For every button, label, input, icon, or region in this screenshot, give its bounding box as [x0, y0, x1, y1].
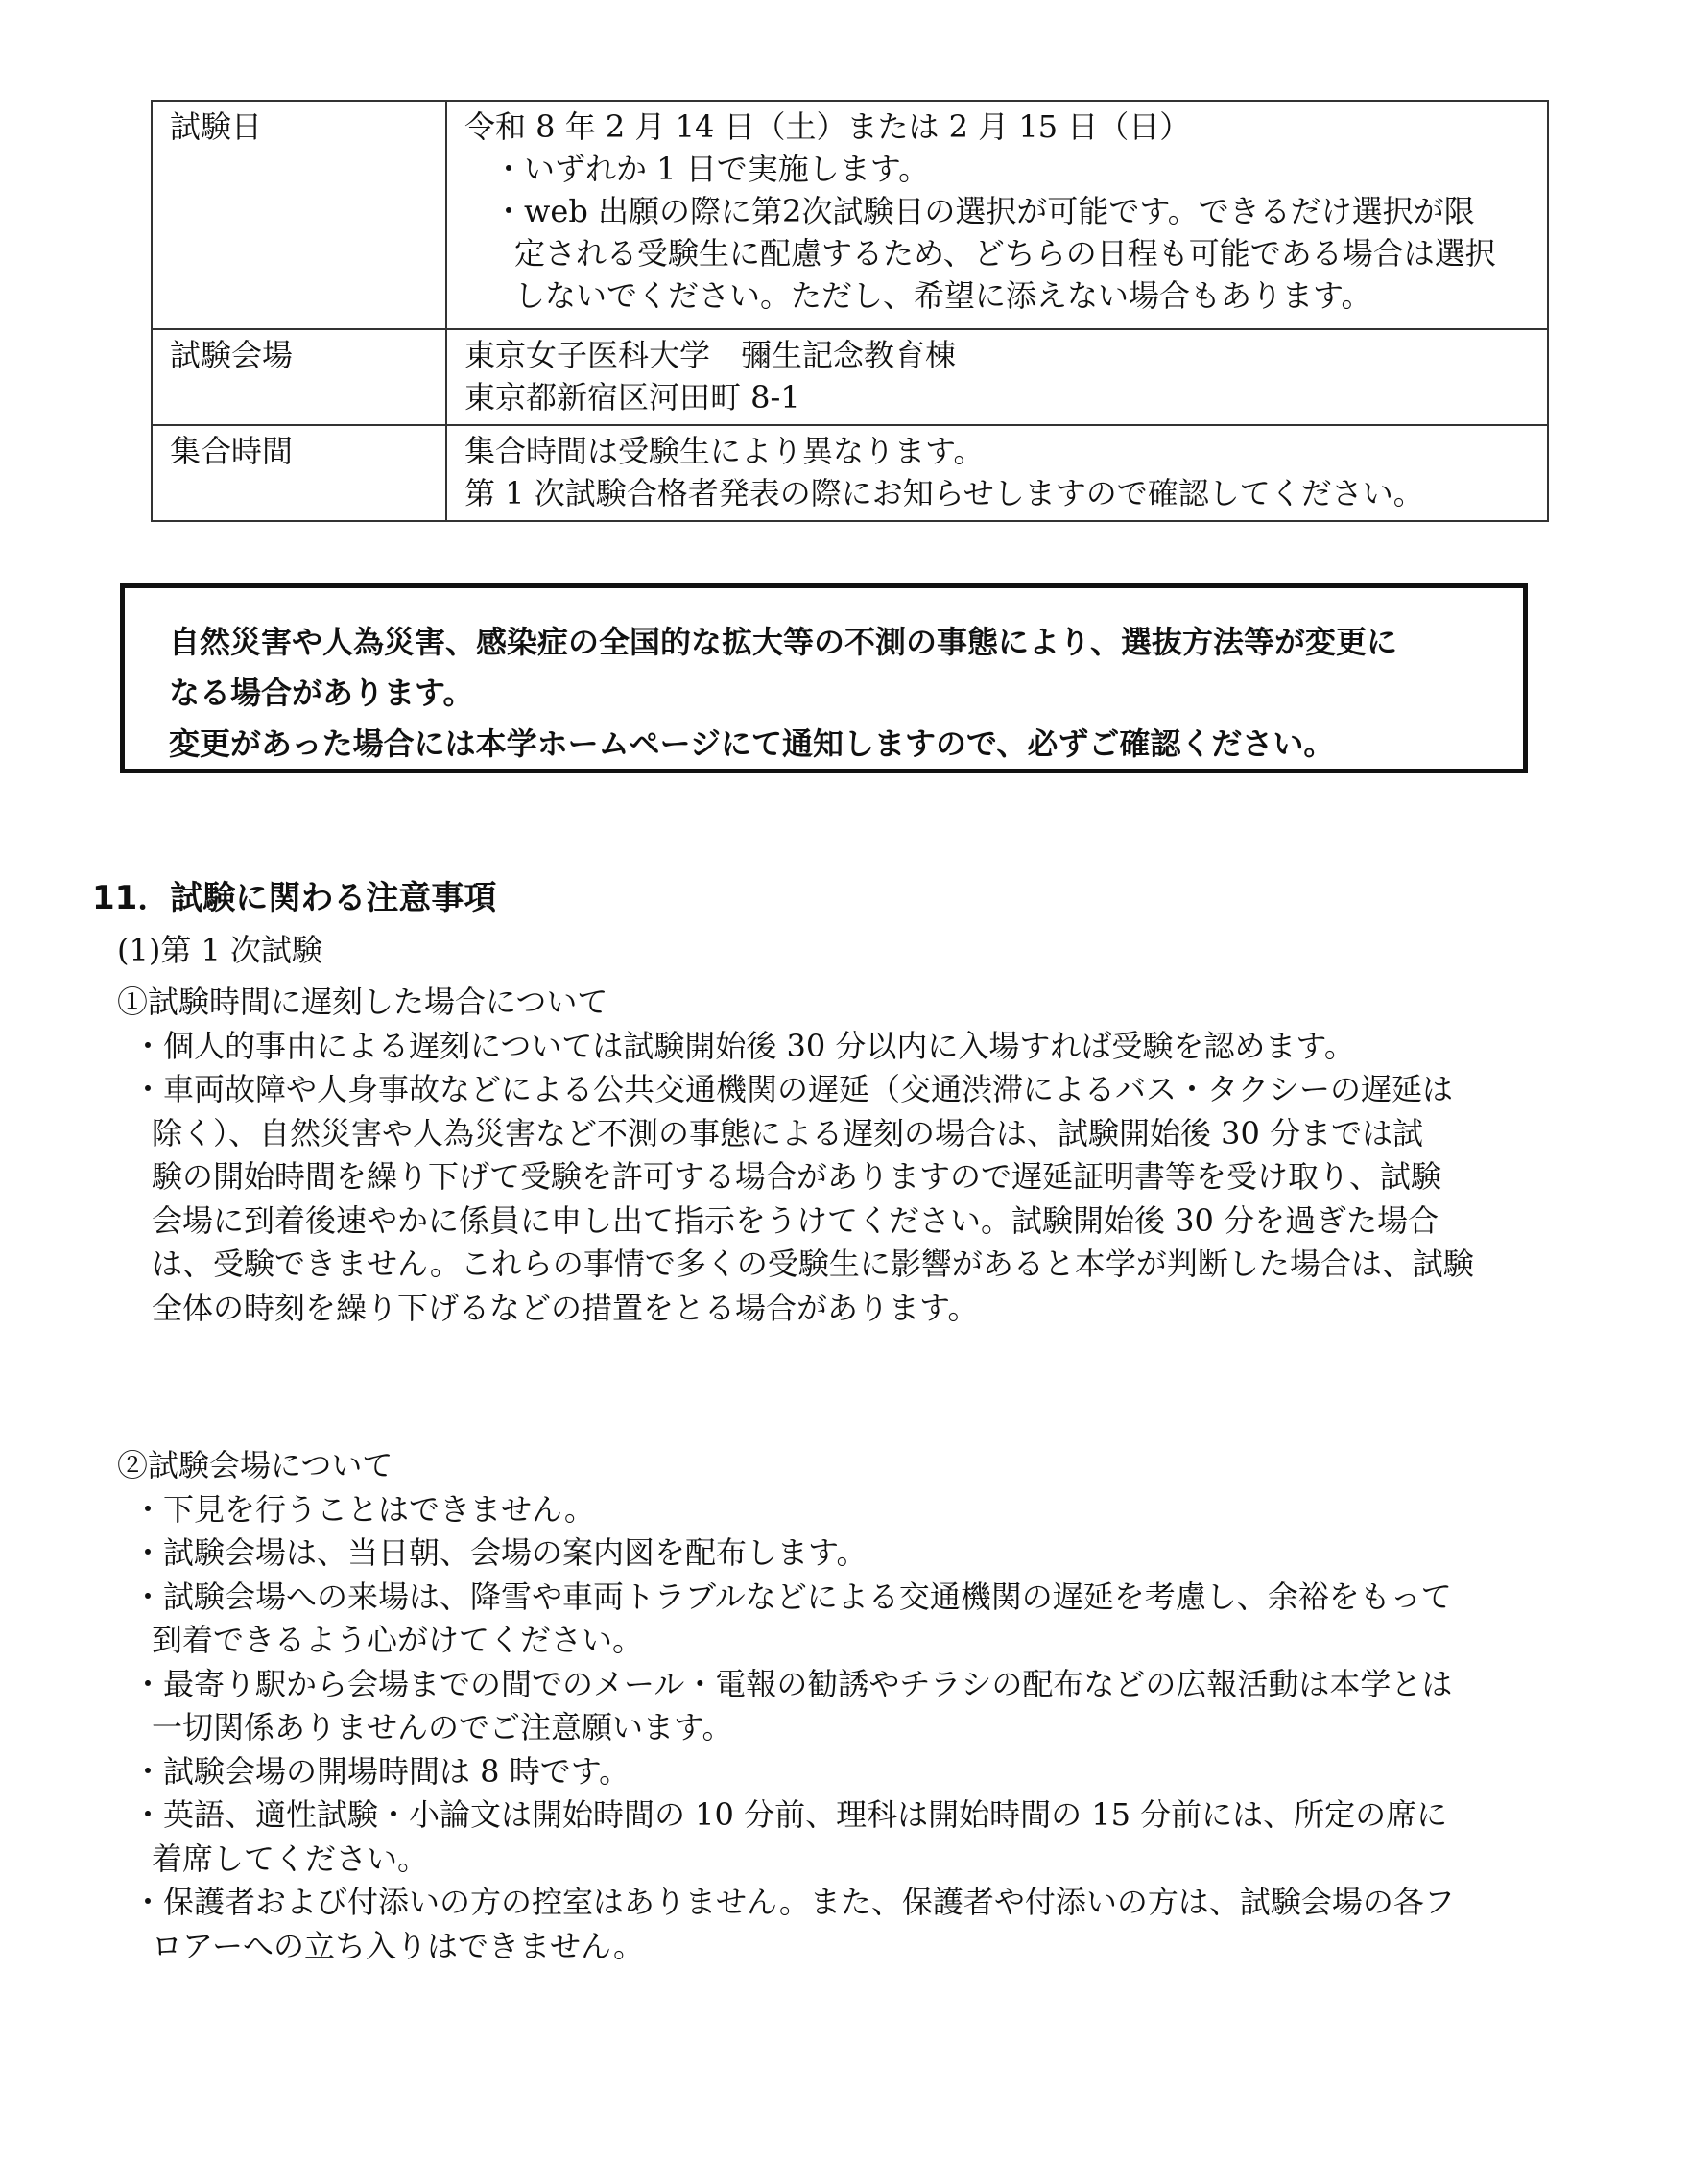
- section-title: 11．試験に関わる注意事項: [92, 879, 497, 917]
- notice-line: なる場合があります。: [169, 675, 474, 711]
- cell-line: 定される受験生に配慮するため、どちらの日程も可能である場合は選択: [514, 235, 1496, 272]
- item-venue: [117, 1444, 1455, 1968]
- row-value-exam-date: [446, 101, 1548, 329]
- row-label-exam-date: 試験日: [152, 101, 446, 329]
- notice-line: 変更があった場合には本学ホームページにて通知しますので、必ずご確認ください。: [169, 725, 1335, 762]
- exam-info-table: [151, 100, 1549, 522]
- bullet-continuation: 験の開始時間を繰り下げて受験を許可する場合がありますので遅延証明書等を受け取り、試験: [152, 1158, 1442, 1195]
- bullet-line: ・下見を行うことはできません。: [132, 1490, 595, 1528]
- table-row: [152, 329, 1548, 425]
- cell-line: 東京都新宿区河田町 8-1: [464, 379, 800, 415]
- cell-line: 令和 8 年 2 月 14 日（土）または 2 月 15 日（日）: [464, 108, 1191, 145]
- bullet-continuation: 会場に到着後速やかに係員に申し出て指示をうけてください。試験開始後 30 分を過ぎた場合: [152, 1201, 1439, 1239]
- item-heading: ①試験時間に遅刻した場合について: [117, 984, 608, 1020]
- cell-line: 第 1 次試験合格者発表の際にお知らせしますので確認してください。: [464, 475, 1424, 511]
- bullet-line: ・英語、適性試験・小論文は開始時間の 10 分前、理科は開始時間の 15 分前には、所定の席に: [132, 1796, 1448, 1833]
- subsection-title: (1)第 1 次試験: [117, 932, 323, 968]
- bullet-line: ・試験会場の開場時間は 8 時です。: [132, 1752, 630, 1790]
- cell-line: 集合時間は受験生により異なります。: [464, 433, 985, 469]
- notice-box: [120, 583, 1528, 773]
- bullet-continuation: 到着できるよう心がけてください。: [152, 1622, 644, 1658]
- row-label-gathering-time: 集合時間: [152, 425, 446, 521]
- bullet-continuation: ロアーへの立ち入りはできません。: [152, 1927, 644, 1964]
- notice-line: 自然災害や人為災害、感染症の全国的な拡大等の不測の事態により、選抜方法等が変更に: [169, 624, 1398, 660]
- bullet-line: ・車両故障や人身事故などによる公共交通機関の遅延（交通渋滞によるバス・タクシーの遅延は: [132, 1071, 1454, 1107]
- bullet-continuation: 全体の時刻を繰り下げるなどの措置をとる場合があります。: [152, 1289, 979, 1326]
- row-value-gathering-time: [446, 425, 1548, 521]
- bullet-line: ・個人的事由による遅刻については試験開始後 30 分以内に入場すれば受験を認めます。: [132, 1027, 1355, 1064]
- cell-line: ・web 出願の際に第2次試験日の選択が可能です。できるだけ選択が限: [493, 193, 1475, 229]
- bullet-line: ・試験会場への来場は、降雪や車両トラブルなどによる交通機関の遅延を考慮し、余裕をもって: [132, 1578, 1452, 1615]
- bullet-line: ・試験会場は、当日朝、会場の案内図を配布します。: [132, 1534, 868, 1571]
- bullet-line: ・保護者および付添いの方の控室はありません。また、保護者や付添いの方は、試験会場の各フ: [132, 1884, 1455, 1920]
- bullet-continuation: 着席してください。: [152, 1840, 429, 1877]
- row-label-venue: 試験会場: [152, 329, 446, 425]
- bullet-continuation: 一切関係ありませんのでご注意願います。: [152, 1709, 733, 1745]
- item-lateness: [117, 981, 1474, 1330]
- cell-line: しないでください。ただし、希望に添えない場合もあります。: [514, 277, 1372, 314]
- table-row: [152, 425, 1548, 521]
- bullet-continuation: 除く）、自然災害や人為災害など不測の事態による遅刻の場合は、試験開始後 30 分までは試: [152, 1114, 1424, 1151]
- bullet-continuation: は、受験できません。これらの事情で多くの受験生に影響があると本学が判断した場合は、試験: [152, 1246, 1474, 1282]
- table-row: [152, 101, 1548, 329]
- cell-line: ・いずれか 1 日で実施します。: [493, 151, 930, 187]
- row-value-venue: [446, 329, 1548, 425]
- item-heading: ②試験会場について: [117, 1447, 393, 1484]
- bullet-line: ・最寄り駅から会場までの間でのメール・電報の勧誘やチラシの配布などの広報活動は本学とは: [132, 1665, 1453, 1702]
- cell-line: 東京女子医科大学 彌生記念教育棟: [464, 337, 957, 373]
